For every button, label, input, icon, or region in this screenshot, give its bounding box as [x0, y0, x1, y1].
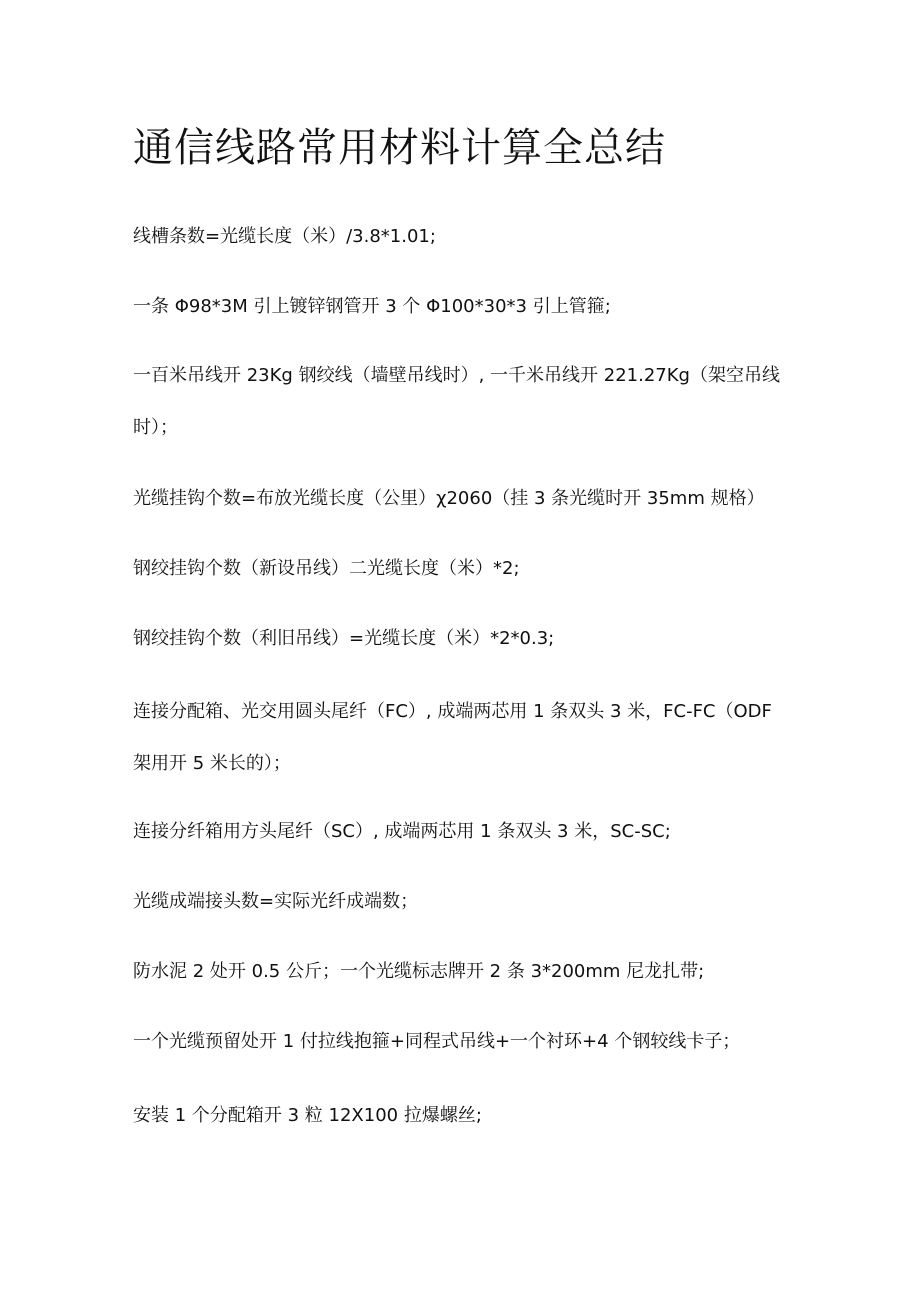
text-line: 钢绞挂钩个数（利旧吊线）=光缆长度（米）*2*0.3; [133, 628, 555, 649]
text-line: 一百米吊线开 23Kg 钢绞线（墙壁吊线时）, 一千米吊线开 221.27Kg（架空吊线时）； [133, 365, 780, 438]
text-line: 连接分纤箱用方头尾纤（SC）, 成端两芯用 1 条双头 3 米，SC-SC; [133, 821, 671, 842]
text-line: 防水泥 2 处开 0.5 公斤；一个光缆标志牌开 2 条 3*200mm 尼龙扎带; [133, 961, 705, 982]
text-line: 光缆成端接头数=实际光纤成端数； [133, 891, 419, 912]
text-line: 光缆挂钩个数=布放光缆长度（公里）χ2060（挂 3 条光缆时开 35mm 规格） [133, 488, 765, 509]
text-line: 安装 1 个分配箱开 3 粒 12X100 拉爆螺丝; [133, 1105, 482, 1126]
page-title: 通信线路常用材料计算全总结 [133, 125, 666, 171]
text-line: 线槽条数=光缆长度（米）/3.8*1.01; [133, 226, 436, 247]
text-line: 连接分配箱、光交用圆头尾纤（FC）, 成端两芯用 1 条双头 3 米，FC-FC（ODF 架用开 5 米长的）； [133, 701, 772, 774]
text-line: 一个光缆预留处开 1 付拉线抱箍+同程式吊线+一个衬环+4 个钢较线卡子； [133, 1031, 741, 1052]
text-line: 钢绞挂钩个数（新设吊线）二光缆长度（米）*2; [133, 558, 520, 579]
text-line: 一条 Φ98*3M 引上镀锌钢管开 3 个 Φ100*30*3 引上管箍; [133, 296, 611, 317]
